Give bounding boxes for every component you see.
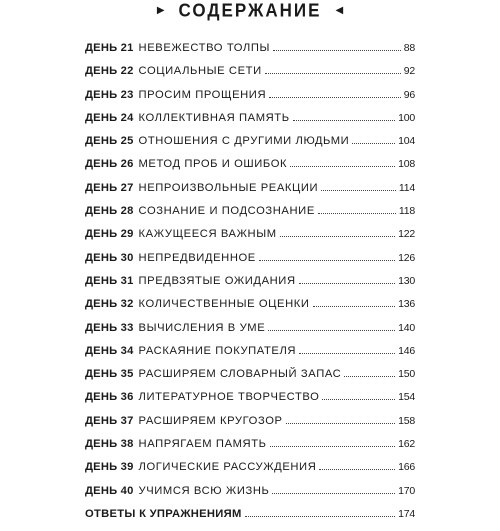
- toc-entry-page-number: 130: [398, 274, 415, 287]
- toc-entry-page-number: 96: [403, 88, 415, 101]
- toc-entry-day: ДЕНЬ 29: [85, 228, 134, 241]
- dot-leader: [245, 515, 395, 517]
- toc-entry-title: МЕТОД ПРОБ И ОШИБОК: [138, 158, 288, 171]
- toc-entry-day: ДЕНЬ 31: [85, 274, 134, 287]
- toc-entry-day: ДЕНЬ 37: [85, 414, 134, 427]
- toc-entry-title: ПРЕДВЗЯТЫЕ ОЖИДАНИЯ: [138, 274, 296, 287]
- dot-leader: [273, 49, 401, 51]
- toc-entry[interactable]: [85, 391, 415, 414]
- toc-entry[interactable]: [85, 205, 415, 228]
- toc-entry-day: ДЕНЬ 32: [85, 298, 134, 311]
- dot-leader: [322, 398, 395, 400]
- toc-entry-title: ПРОСИМ ПРОЩЕНИЯ: [138, 88, 267, 101]
- toc-entry-day: ДЕНЬ 38: [85, 438, 134, 451]
- toc-entry[interactable]: [85, 298, 415, 321]
- toc-entry-page-number: 118: [398, 205, 415, 218]
- right-triangle-icon: ▶: [156, 5, 165, 16]
- toc-entry[interactable]: [85, 461, 415, 484]
- toc-entry-title: ОТВЕТЫ К УПРАЖНЕНИЯМ: [85, 507, 242, 520]
- toc-entry-page-number: 140: [398, 321, 415, 334]
- dot-leader: [272, 492, 395, 494]
- dot-leader: [269, 96, 401, 98]
- toc-entry-page-number: 108: [398, 158, 415, 171]
- toc-entry-title: КОЛЛЕКТИВНАЯ ПАМЯТЬ: [138, 111, 290, 124]
- page-title: СОДЕРЖАНИЕ: [178, 0, 322, 21]
- toc-entry-title: СОЗНАНИЕ И ПОДСОЗНАНИЕ: [138, 205, 315, 218]
- toc-entry-title: ОТНОШЕНИЯ С ДРУГИМИ ЛЮДЬМИ: [138, 135, 350, 148]
- toc-entry[interactable]: [85, 252, 415, 275]
- toc-entry[interactable]: [85, 345, 415, 368]
- toc-entry[interactable]: [85, 275, 415, 298]
- toc-entry-title: КАЖУЩЕЕСЯ ВАЖНЫМ: [138, 228, 277, 241]
- dot-leader: [344, 375, 395, 377]
- toc-entry-day: ДЕНЬ 24: [85, 111, 134, 124]
- toc-entry-title: УЧИМСЯ ВСЮ ЖИЗНЬ: [138, 484, 270, 497]
- toc-entry-page-number: 154: [398, 391, 415, 404]
- left-triangle-icon: ◀: [335, 5, 344, 16]
- toc-entry-page-number: 158: [398, 414, 415, 427]
- dot-leader: [265, 72, 401, 74]
- toc-entry-day: ДЕНЬ 23: [85, 88, 134, 101]
- toc-entry[interactable]: [85, 228, 415, 251]
- toc-entry-page-number: 100: [398, 111, 415, 124]
- dot-leader: [290, 165, 395, 167]
- dot-leader: [259, 259, 395, 261]
- toc-entry-day: ДЕНЬ 25: [85, 135, 134, 148]
- dot-leader: [270, 445, 395, 447]
- toc-entry-page-number: 114: [398, 181, 415, 194]
- toc-entry-page-number: 88: [403, 42, 415, 54]
- dot-leader: [321, 189, 396, 191]
- dot-leader: [313, 305, 396, 307]
- toc-entry[interactable]: [85, 158, 415, 181]
- toc-entry-page-number: 122: [398, 228, 415, 241]
- toc-entry-title: ВЫЧИСЛЕНИЯ В УМЕ: [138, 321, 266, 334]
- dot-leader: [299, 282, 395, 284]
- toc-entry-page-number: 170: [398, 484, 415, 497]
- toc-entry-title: ЛОГИЧЕСКИЕ РАССУЖДЕНИЯ: [138, 461, 317, 474]
- dot-leader: [293, 119, 395, 121]
- toc-entry-answers[interactable]: [85, 508, 415, 531]
- toc-entry-day: ДЕНЬ 35: [85, 368, 134, 381]
- toc-entry-title: НЕВЕЖЕСТВО ТОЛПЫ: [138, 42, 271, 54]
- toc-header: [0, 0, 500, 22]
- toc-entry[interactable]: [85, 182, 415, 205]
- dot-leader: [299, 352, 395, 354]
- toc-entry-title: НЕПРЕДВИДЕННОЕ: [138, 251, 256, 264]
- toc-entry-title: НАПРЯГАЕМ ПАМЯТЬ: [138, 438, 267, 451]
- toc-entry-day: ДЕНЬ 34: [85, 344, 134, 357]
- toc-entry-page-number: 136: [398, 298, 415, 311]
- toc-entry-day: ДЕНЬ 36: [85, 391, 134, 404]
- toc-entry-title: РАСШИРЯЕМ СЛОВАРНЫЙ ЗАПАС: [138, 368, 342, 381]
- toc-entry[interactable]: [85, 415, 415, 438]
- toc-entry-title: КОЛИЧЕСТВЕННЫЕ ОЦЕНКИ: [138, 298, 310, 311]
- toc-entry-day: ДЕНЬ 33: [85, 321, 134, 334]
- toc-entry-day: ДЕНЬ 22: [85, 65, 134, 78]
- toc-entry-title: СОЦИАЛЬНЫЕ СЕТИ: [138, 65, 262, 78]
- toc-entry-day: ДЕНЬ 26: [85, 158, 134, 171]
- toc-entry[interactable]: [85, 112, 415, 135]
- toc-entry-day: ДЕНЬ 21: [85, 42, 134, 54]
- toc-entry-page-number: 166: [398, 461, 415, 474]
- dot-leader: [280, 235, 395, 237]
- table-of-contents: [85, 42, 415, 531]
- toc-entry[interactable]: [85, 485, 415, 508]
- toc-entry-page-number: 174: [398, 507, 415, 520]
- toc-entry-page-number: 92: [403, 65, 415, 78]
- toc-entry-page-number: 162: [398, 438, 415, 451]
- toc-entry-title: РАСШИРЯЕМ КРУГОЗОР: [138, 414, 283, 427]
- toc-entry[interactable]: [85, 65, 415, 88]
- toc-entry[interactable]: [85, 89, 415, 112]
- dot-leader: [352, 142, 395, 144]
- toc-entry-page-number: 126: [398, 251, 415, 264]
- dot-leader: [319, 468, 395, 470]
- toc-entry-day: ДЕНЬ 39: [85, 461, 134, 474]
- toc-entry-title: ЛИТЕРАТУРНОЕ ТВОРЧЕСТВО: [138, 391, 320, 404]
- toc-entry[interactable]: [85, 42, 415, 65]
- toc-entry[interactable]: [85, 135, 415, 158]
- toc-entry-day: ДЕНЬ 27: [85, 181, 134, 194]
- toc-entry-page-number: 146: [398, 344, 415, 357]
- toc-entry-title: НЕПРОИЗВОЛЬНЫЕ РЕАКЦИИ: [138, 181, 319, 194]
- dot-leader: [318, 212, 396, 214]
- toc-entry-page-number: 150: [398, 368, 415, 381]
- toc-entry-day: ДЕНЬ 30: [85, 251, 134, 264]
- toc-entry-page-number: 104: [398, 135, 415, 148]
- toc-entry[interactable]: [85, 368, 415, 391]
- toc-entry-title: РАСКАЯНИЕ ПОКУПАТЕЛЯ: [138, 344, 297, 357]
- dot-leader: [286, 422, 396, 424]
- dot-leader: [268, 329, 395, 331]
- toc-entry-day: ДЕНЬ 28: [85, 205, 134, 218]
- toc-entry-day: ДЕНЬ 40: [85, 484, 134, 497]
- toc-entry[interactable]: [85, 438, 415, 461]
- toc-entry[interactable]: [85, 322, 415, 345]
